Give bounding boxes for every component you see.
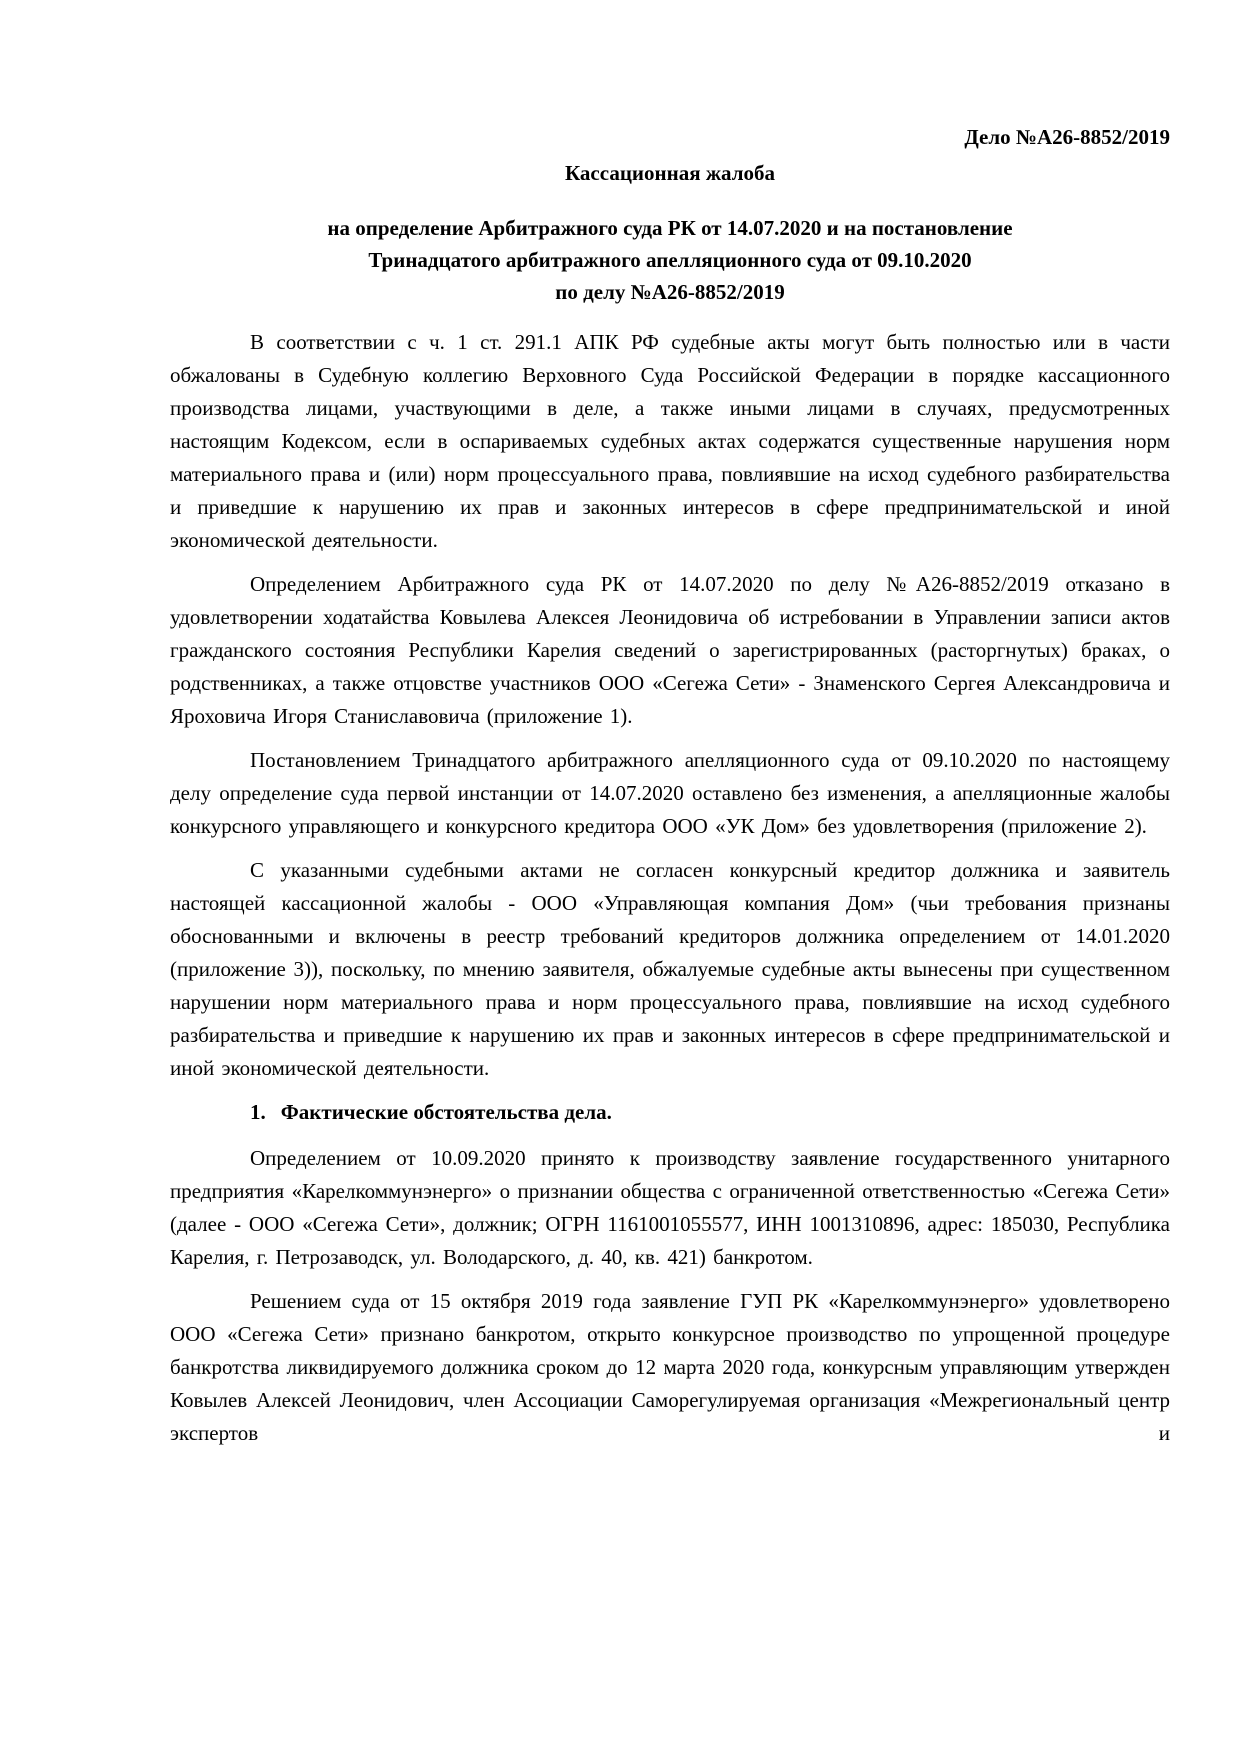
- document-subtitle: [170, 212, 1170, 308]
- section-1-paragraph-2: Решением суда от 15 октября 2019 года заявление ГУП РК «Карелкоммунэнерго» удовлетворено ООО «Сегежа Сети» признано банкротом, открыто конкурсное производство по упрощенной процедуре банкротства ликвидируемого должника сроком до 12 марта 2020 года, конкурсным управляющим утвержден Ковылев Алексей Леонидович, член Ассоциации Саморегулируемая организация «Межрегиональный центр экспертов и: [170, 1289, 1170, 1445]
- section-1-number: 1.: [250, 1100, 266, 1124]
- intro-paragraph-4: С указанными судебными актами не согласен конкурсный кредитор должника и заявитель настоящей кассационной жалобы - ООО «Управляющая компания Дом» (чьи требования признаны обоснованными и включены в реестр требований кредиторов должника определением от 14.01.2020 (приложение 3)), поскольку, по мнению заявителя, обжалуемые судебные акты вынесены при существенном нарушении норм материального права и норм процессуального права, повлиявшие на исход судебного разбирательства и приведшие к нарушению их прав и законных интересов в сфере предпринимательской и иной экономической деятельности.: [170, 858, 1170, 1080]
- section-1-title: Фактические обстоятельства дела.: [280, 1100, 612, 1124]
- document-title: Кассационная жалоба: [564, 161, 776, 185]
- intro-paragraph-2: Определением Арбитражного суда РК от 14.07.2020 по делу №А26-8852/2019 отказано в удовлетворении ходатайства Ковылева Алексея Леонидовича об истребовании в Управлении записи актов гражданского состояния Республики Карелия сведений о зарегистрированных (расторгнутых) браках, о родственниках, а также отцовстве участников ООО «Сегежа Сети» - Знаменского Сергея Александровича и Яроховича Игоря Станиславовича (приложение 1).: [170, 572, 1170, 728]
- page-content: [170, 124, 1170, 1450]
- subtitle-line-3: по делу №А26-8852/2019: [555, 280, 785, 304]
- case-reference: Дело №А26-8852/2019: [964, 125, 1170, 149]
- intro-paragraph-3: Постановлением Тринадцатого арбитражного апелляционного суда от 09.10.2020 по настоящему делу определение суда первой инстанции от 14.07.2020 оставлено без изменения, а апелляционные жалобы конкурсного управляющего и конкурсного кредитора ООО «УК Дом» без удовлетворения (приложение 2).: [170, 748, 1170, 838]
- subtitle-line-1: на определение Арбитражного суда РК от 14.07.2020 и на постановление: [327, 216, 1013, 240]
- section-1-heading: [170, 1096, 1170, 1129]
- subtitle-line-2: Тринадцатого арбитражного апелляционного суда от 09.10.2020: [368, 248, 972, 272]
- section-1-paragraph-1: Определением от 10.09.2020 принято к производству заявление государственного унитарного предприятия «Карелкоммунэнерго» о признании общества с ограниченной ответственностью «Сегежа Сети» (далее - ООО «Сегежа Сети», должник; ОГРН 1161001055577, ИНН 1001310896, адрес: 185030, Республика Карелия, г. Петрозаводск, ул. Володарского, д. 40, кв. 421) банкротом.: [170, 1146, 1170, 1269]
- intro-paragraph-1: В соответствии с ч. 1 ст. 291.1 АПК РФ судебные акты могут быть полностью или в части обжалованы в Судебную коллегию Верховного Суда Российской Федерации в порядке кассационного производства лицами, участвующими в деле, а также иными лицами в случаях, предусмотренных настоящим Кодексом, если в оспариваемых судебных актах содержатся существенные нарушения норм материального права и (или) норм процессуального права, повлиявшие на исход судебного разбирательства и приведшие к нарушению их прав и законных интересов в сфере предпринимательской и иной экономической деятельности.: [170, 330, 1170, 552]
